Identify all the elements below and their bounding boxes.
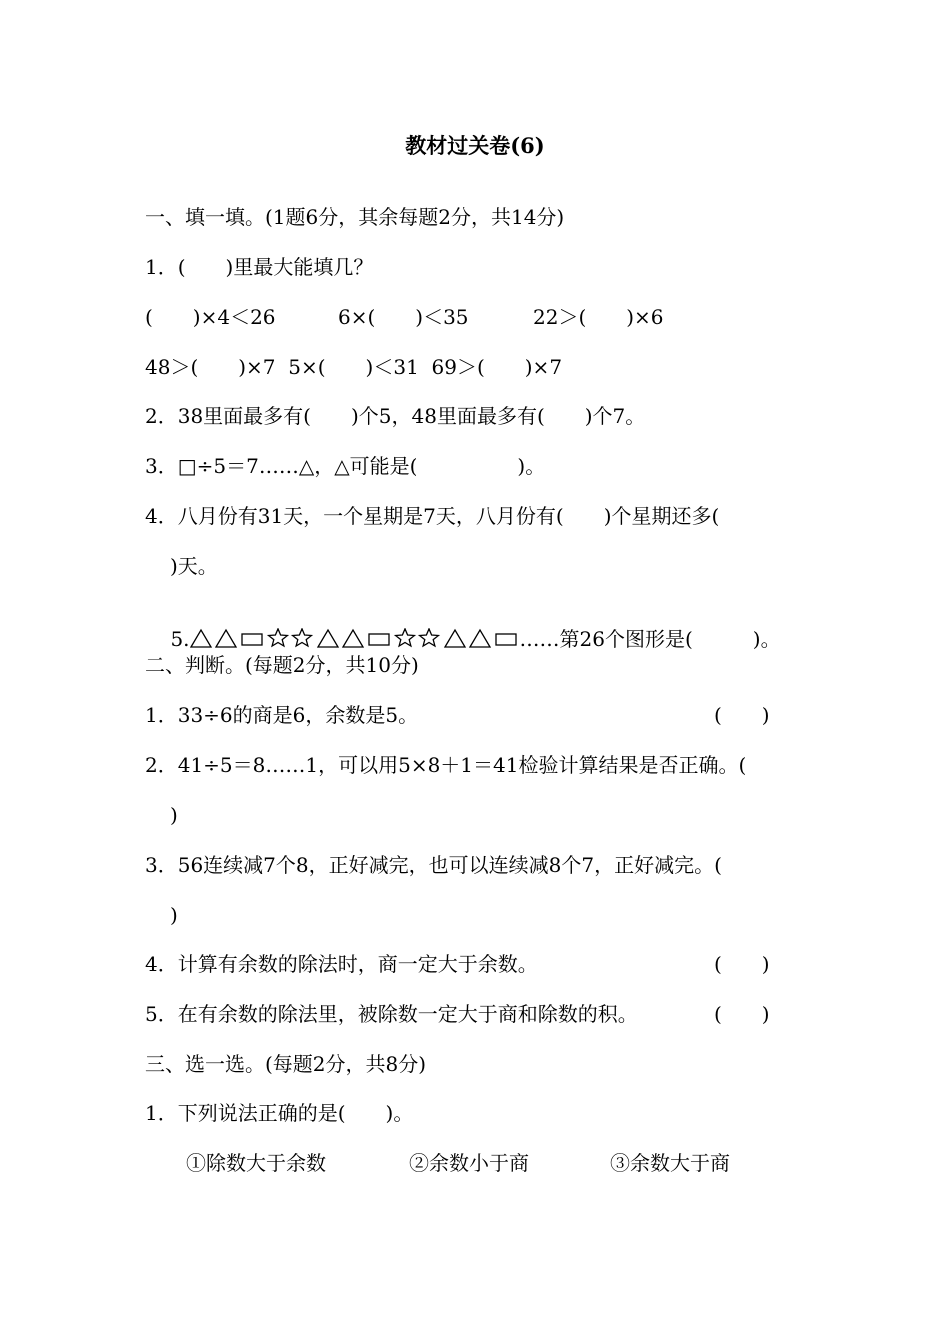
s1-q2: 2．38里面最多有( )个5，48里面最多有( )个7。 (145, 404, 646, 428)
s2-q4-answer-paren[interactable]: ( ) (714, 952, 770, 976)
s3-q1-option-3[interactable]: ③余数大于商 (610, 1151, 730, 1175)
page-title: 教材过关卷(6) (405, 133, 545, 158)
triangle-icon (318, 630, 338, 647)
triangle-icon (470, 630, 490, 647)
s2-q3-line1: 3．56连续减7个8，正好减完，也可以连续减8个7，正好减完。( (145, 853, 722, 877)
s1-q1-row2: 48＞( )×7 5×( )＜31 69＞( )×7 (145, 355, 563, 379)
section2-heading: 二、判断。(每题2分，共10分) (145, 653, 419, 677)
triangle-icon (343, 630, 363, 647)
s1-q4-line1: 4．八月份有31天，一个星期是7天，八月份有( )个星期还多( (145, 504, 720, 528)
star-icon (395, 629, 414, 646)
s3-q1-option-2[interactable]: ②余数小于商 (409, 1151, 529, 1175)
triangle-icon (191, 630, 211, 647)
s3-q1-option-1[interactable]: ①除数大于余数 (186, 1151, 326, 1175)
star-icon (268, 629, 287, 646)
s2-q3-line2: ) (170, 903, 178, 927)
triangle-icon (216, 630, 236, 647)
s1-q5-prefix: 5. (170, 627, 190, 651)
shape-sequence (190, 628, 576, 648)
s3-q1-stem: 1．下列说法正确的是( )。 (145, 1101, 414, 1125)
section1-heading: 一、填一填。(1题6分，其余每题2分，共14分) (145, 205, 565, 229)
s1-q1-row1-item1: ( )×4＜26 (145, 305, 276, 329)
section3-heading: 三、选一选。(每题2分，共8分) (145, 1052, 427, 1076)
star-icon (419, 629, 438, 646)
s1-q4-line2: )天。 (170, 554, 218, 578)
s1-q1-stem: 1．( )里最大能填几？ (145, 255, 374, 279)
rectangle-icon (369, 634, 389, 645)
s2-q2-line2: ) (170, 803, 178, 827)
rectangle-icon (242, 634, 262, 645)
s1-q3: 3．□÷5＝7……△，△可能是( )。 (145, 454, 546, 478)
rectangle-icon (496, 634, 516, 645)
star-icon (292, 629, 311, 646)
s2-q1: 1．33÷6的商是6，余数是5。 (145, 703, 419, 727)
s2-q5-answer-paren[interactable]: ( ) (714, 1002, 770, 1026)
s2-q2-line1: 2．41÷5＝8……1，可以用5×8＋1＝41检验计算结果是否正确。( (145, 753, 747, 777)
s2-q1-answer-paren[interactable]: ( ) (714, 703, 770, 727)
s1-q1-row1-item2: 6×( )＜35 (338, 305, 469, 329)
s1-q1-row1-item3: 22＞( )×6 (533, 305, 664, 329)
s2-q5: 5．在有余数的除法里，被除数一定大于商和除数的积。 (145, 1002, 638, 1026)
s1-q5-suffix: ……第26个图形是( )。 (519, 627, 781, 651)
triangle-icon (445, 630, 465, 647)
s2-q4: 4．计算有余数的除法时，商一定大于余数。 (145, 952, 538, 976)
